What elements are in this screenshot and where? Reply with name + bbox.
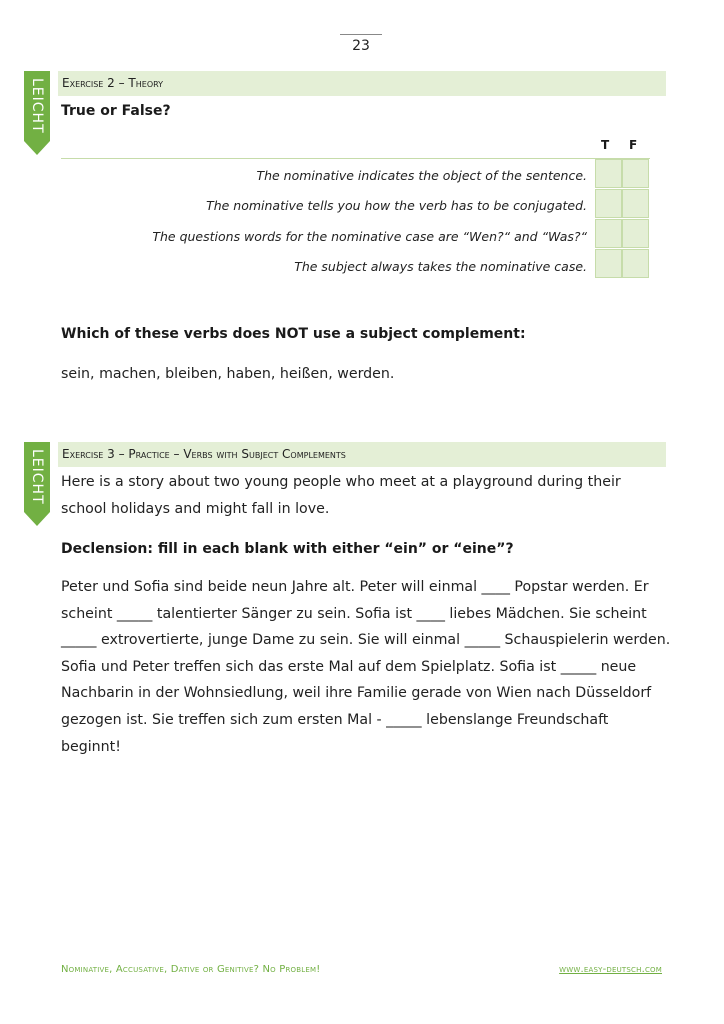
footer-website-link[interactable]: www.easy-deutsch.com [559, 964, 662, 975]
statement-1: The nominative indicates the object of the sentence. [256, 168, 587, 183]
story-line: scheint _____ talentierter Sänger zu sein. Sofia ist ____ liebes Mädchen. Sie scheint [61, 605, 647, 622]
story-text [61, 574, 671, 760]
story-line: Nachbarin in der Wohnsiedlung, weil ihre Familie gerade von Wien nach Düsseldorf [61, 685, 652, 702]
statement-4: The subject always takes the nominative case. [294, 259, 587, 274]
story-line: Sofia und Peter treffen sich das erste Mal auf dem Spielplatz. Sofia ist _____ neue [61, 658, 637, 675]
exercise-3-header: Exercise 3 – Practice – Verbs with Subject Complements [58, 442, 666, 467]
answer-cell-2-false[interactable] [622, 189, 649, 218]
intro-line-1: Here is a story about two young people who meet at a playground during their [61, 474, 621, 490]
footer-title: Nominative, Accusative, Dative or Genitive? No Problem! [61, 964, 321, 975]
difficulty-tab-exercise-2 [24, 71, 50, 155]
difficulty-label: LEICHT [29, 78, 45, 134]
false-column-header: F [629, 138, 638, 152]
answer-cell-3-true[interactable] [595, 219, 622, 248]
page-number-rule [340, 34, 382, 35]
intro-line-2: school holidays and might fall in love. [61, 501, 330, 517]
table-top-rule [61, 158, 650, 159]
difficulty-label: LEICHT [29, 449, 45, 505]
answer-cell-3-false[interactable] [622, 219, 649, 248]
statement-3: The questions words for the nominative case are “Wen?“ and “Was?“ [152, 229, 587, 244]
answer-cell-2-true[interactable] [595, 189, 622, 218]
difficulty-tab-exercise-3 [24, 442, 50, 526]
story-line: gezogen ist. Sie treffen sich zum ersten Mal - _____ lebenslange Freundschaft [61, 711, 609, 728]
answer-cell-1-true[interactable] [595, 159, 622, 188]
story-line: Peter und Sofia sind beide neun Jahre alt. Peter will einmal ____ Popstar werden. Er [61, 579, 649, 595]
story-line: beginnt! [61, 738, 121, 755]
statement-2: The nominative tells you how the verb has to be conjugated. [206, 198, 587, 213]
exercise-2-title: True or False? [61, 103, 171, 119]
declension-instruction: Declension: fill in each blank with either “ein” or “eine”? [61, 541, 514, 557]
verb-question: Which of these verbs does NOT use a subject complement: [61, 326, 526, 342]
answer-cell-1-false[interactable] [622, 159, 649, 188]
answer-cell-4-false[interactable] [622, 249, 649, 278]
true-column-header: T [601, 138, 610, 152]
exercise-2-header: Exercise 2 – Theory [58, 71, 666, 96]
story-line: _____ extrovertierte, junge Dame zu sein. Sie will einmal _____ Schauspielerin werden. [61, 632, 671, 649]
page-number: 23 [352, 38, 370, 54]
verb-list: sein, machen, bleiben, haben, heißen, werden. [61, 366, 395, 382]
answer-cell-4-true[interactable] [595, 249, 622, 278]
